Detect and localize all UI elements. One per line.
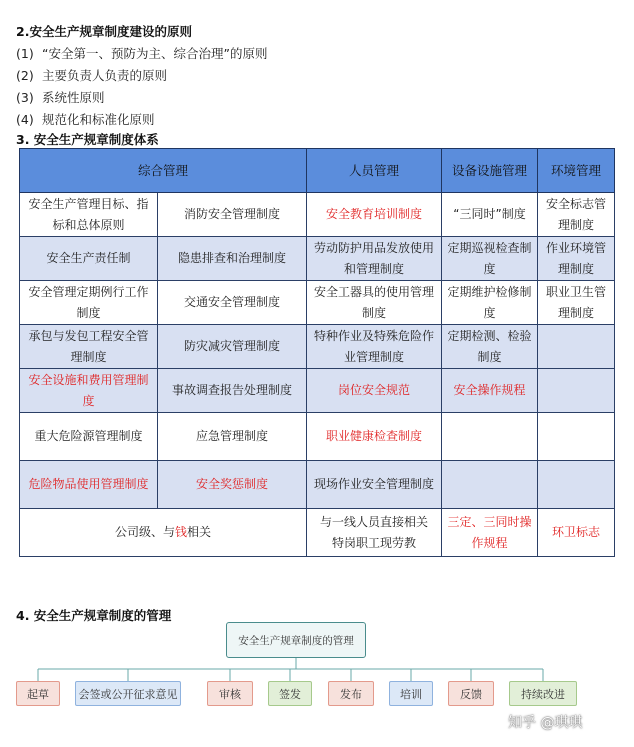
table-cell: 安全工器具的使用管理制度 <box>307 281 442 325</box>
table-cell: 交通安全管理制度 <box>158 281 307 325</box>
flow-step-improve: 持续改进 <box>509 681 577 706</box>
table-cell: 重大危险源管理制度 <box>20 413 158 461</box>
table-cell: 现场作业安全管理制度 <box>307 461 442 509</box>
table-cell: 定期巡视检查制度 <box>442 237 538 281</box>
flow-step-publish: 发布 <box>328 681 374 706</box>
footer-environment: 环卫标志 <box>538 509 615 557</box>
table-cell: 消防安全管理制度 <box>158 193 307 237</box>
table-cell: 危险物品使用管理制度 <box>20 461 158 509</box>
flow-step-training: 培训 <box>389 681 433 706</box>
section2-title: 2.安全生产规章制度建设的原则 <box>16 24 192 39</box>
table-cell: 安全教育培训制度 <box>307 193 442 237</box>
table-cell: 定期检测、检验制度 <box>442 325 538 369</box>
principle-3: (3) 系统性原则 <box>16 90 105 105</box>
flow-step-feedback: 反馈 <box>448 681 494 706</box>
table-cell: 特种作业及特殊危险作业管理制度 <box>307 325 442 369</box>
table-cell: 安全生产管理目标、指标和总体原则 <box>20 193 158 237</box>
table-cell: 安全标志管理制度 <box>538 193 615 237</box>
table-cell: 作业环境管理制度 <box>538 237 615 281</box>
table-cell: 劳动防护用品发放使用和管理制度 <box>307 237 442 281</box>
flow-step-draft: 起草 <box>16 681 60 706</box>
table-cell: “三同时”制度 <box>442 193 538 237</box>
table-cell: 事故调查报告处理制度 <box>158 369 307 413</box>
footer-personnel: 与一线人员直接相关 特岗职工现劳教 <box>307 509 442 557</box>
flow-step-review: 审核 <box>207 681 253 706</box>
table-cell: 应急管理制度 <box>158 413 307 461</box>
header-environment: 环境管理 <box>538 149 615 193</box>
footer-company-level: 公司级、与钱相关 <box>20 509 307 557</box>
table-cell: 定期维护检修制度 <box>442 281 538 325</box>
table-cell: 安全操作规程 <box>442 369 538 413</box>
table-cell: 职业卫生管理制度 <box>538 281 615 325</box>
principle-1: (1) “安全第一、预防为主、综合治理”的原则 <box>16 46 268 61</box>
table-cell: 隐患排查和治理制度 <box>158 237 307 281</box>
table-cell: 安全管理定期例行工作制度 <box>20 281 158 325</box>
table-cell: 安全设施和费用管理制度 <box>20 369 158 413</box>
flow-step-countersign: 会签或公开征求意见 <box>75 681 181 706</box>
table-cell: 承包与发包工程安全管理制度 <box>20 325 158 369</box>
flow-step-sign: 签发 <box>268 681 312 706</box>
principle-4: (4) 规范化和标准化原则 <box>16 112 155 127</box>
principle-2: (2) 主要负责人负责的原则 <box>16 68 168 83</box>
footer-equipment: 三定、三同时操作规程 <box>442 509 538 557</box>
header-equipment: 设备设施管理 <box>442 149 538 193</box>
watermark: 知乎 @琪琪 <box>508 715 583 731</box>
header-personnel: 人员管理 <box>307 149 442 193</box>
table-cell: 职业健康检查制度 <box>307 413 442 461</box>
table-cell: 安全奖惩制度 <box>158 461 307 509</box>
section3-title: 3. 安全生产规章制度体系 <box>16 132 159 147</box>
flow-root-node: 安全生产规章制度的管理 <box>226 622 366 658</box>
table-cell: 安全生产责任制 <box>20 237 158 281</box>
section4-title: 4. 安全生产规章制度的管理 <box>16 608 172 623</box>
table-cell: 防灾减灾管理制度 <box>158 325 307 369</box>
table-cell: 岗位安全规范 <box>307 369 442 413</box>
header-comprehensive: 综合管理 <box>20 149 307 193</box>
